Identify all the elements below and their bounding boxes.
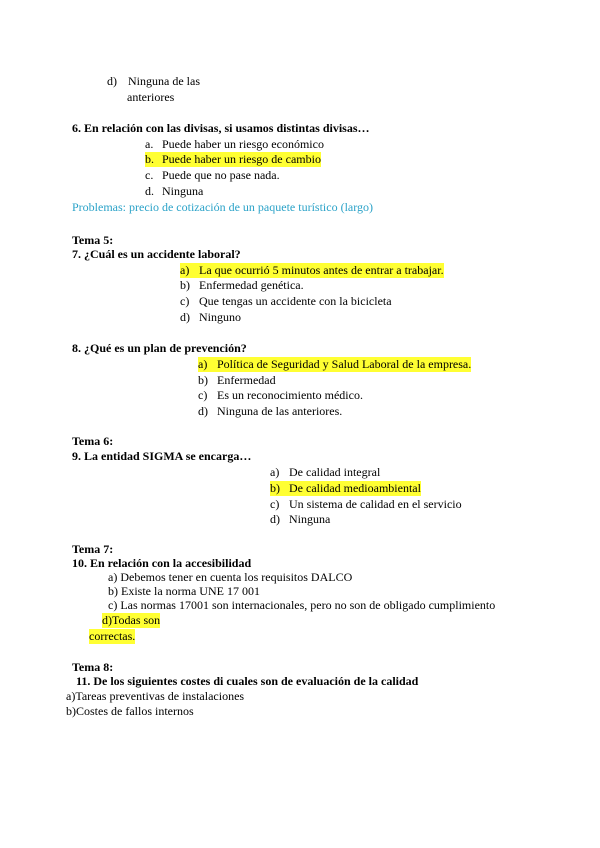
q9-option-d bbox=[270, 512, 330, 527]
q7-option-a bbox=[180, 263, 444, 278]
option-text: Enfermedad genética. bbox=[199, 278, 304, 292]
tema6-title: Tema 6: bbox=[72, 434, 114, 448]
option-text: De calidad medioambiental bbox=[289, 481, 421, 495]
q8-option-c bbox=[198, 388, 363, 403]
option-text: Puede haber un riesgo de cambio bbox=[162, 152, 321, 166]
q6-question: 6. En relación con las divisas, si usamos distintas divisas… bbox=[72, 121, 370, 135]
q9-question: 9. La entidad SIGMA se encarga… bbox=[72, 449, 252, 463]
tema8-title: Tema 8: bbox=[72, 660, 114, 674]
q8-option-d bbox=[198, 404, 342, 419]
option-text: Que tengas un accidente con la bicicleta bbox=[199, 294, 392, 308]
q6-note: Problemas: precio de cotización de un paquete turístico (largo) bbox=[72, 200, 374, 214]
q8-question: 8. ¿Qué es un plan de prevención? bbox=[72, 341, 247, 355]
option-text: Ninguna bbox=[289, 512, 331, 526]
q6-option-a bbox=[145, 137, 324, 152]
option-letter: b) bbox=[180, 278, 190, 292]
q11-option-a: a)Tareas preventivas de instalaciones bbox=[66, 689, 245, 703]
q7-question: 7. ¿Cuál es un accidente laboral? bbox=[72, 247, 241, 261]
option-text: Ninguno bbox=[199, 310, 241, 324]
option-letter: a) bbox=[198, 357, 208, 371]
option-letter: c) bbox=[270, 497, 280, 511]
q10-option-d-continuation: correctas. bbox=[89, 629, 136, 643]
option-letter: c) bbox=[198, 388, 208, 402]
q6-option-c bbox=[145, 168, 280, 183]
q10-option-d: d)Todas son bbox=[102, 613, 161, 627]
q7-option-b bbox=[180, 278, 304, 293]
option-text: Enfermedad bbox=[217, 373, 276, 387]
option-text: Ninguna de las bbox=[128, 74, 200, 88]
q11-option-b: b)Costes de fallos internos bbox=[66, 704, 194, 718]
q9-option-b bbox=[270, 481, 421, 496]
option-letter: b) bbox=[198, 373, 208, 387]
q11-question: 11. De los siguientes costes di cuales son de evaluación de la calidad bbox=[76, 674, 419, 688]
option-text: Es un reconocimiento médico. bbox=[217, 388, 363, 402]
option-letter: a) bbox=[270, 465, 280, 479]
tema5-title: Tema 5: bbox=[72, 233, 114, 247]
option-letter: c. bbox=[145, 168, 154, 182]
q10-question: 10. En relación con la accesibilidad bbox=[72, 556, 252, 570]
q8-option-b bbox=[198, 373, 276, 388]
option-letter: d) bbox=[180, 310, 190, 324]
q9-option-a bbox=[270, 465, 380, 480]
tema7-title: Tema 7: bbox=[72, 542, 114, 556]
q6-option-b bbox=[145, 152, 321, 167]
q5-option-d bbox=[107, 74, 200, 89]
q6-option-d bbox=[145, 184, 203, 199]
option-text: Política de Seguridad y Salud Laboral de la empresa. bbox=[217, 357, 472, 371]
option-letter: c) bbox=[180, 294, 190, 308]
option-text: Ninguna bbox=[162, 184, 204, 198]
option-letter: a. bbox=[145, 137, 154, 151]
q5-option-d-continuation: anteriores bbox=[127, 90, 175, 104]
option-letter: d) bbox=[270, 512, 280, 526]
option-text: Puede que no pase nada. bbox=[162, 168, 280, 182]
q10-option-a: a) Debemos tener en cuenta los requisitos DALCO bbox=[108, 570, 353, 584]
q7-option-d bbox=[180, 310, 241, 325]
q10-option-c: c) Las normas 17001 son internacionales, pero no son de obligado cumplimiento bbox=[108, 598, 496, 612]
option-letter: b. bbox=[145, 152, 154, 166]
option-text: Ninguna de las anteriores. bbox=[217, 404, 343, 418]
option-letter: a) bbox=[180, 263, 190, 277]
option-text: Puede haber un riesgo económico bbox=[162, 137, 324, 151]
option-text: Un sistema de calidad en el servicio bbox=[289, 497, 462, 511]
option-letter: d) bbox=[198, 404, 208, 418]
q9-option-c bbox=[270, 497, 462, 512]
option-letter: b) bbox=[270, 481, 280, 495]
q10-option-b: b) Existe la norma UNE 17 001 bbox=[108, 584, 260, 598]
option-letter: d. bbox=[145, 184, 154, 198]
option-text: La que ocurrió 5 minutos antes de entrar a trabajar. bbox=[199, 263, 444, 277]
option-text: De calidad integral bbox=[289, 465, 381, 479]
q7-option-c bbox=[180, 294, 392, 309]
q8-option-a bbox=[198, 357, 471, 372]
option-letter: d) bbox=[107, 74, 117, 88]
